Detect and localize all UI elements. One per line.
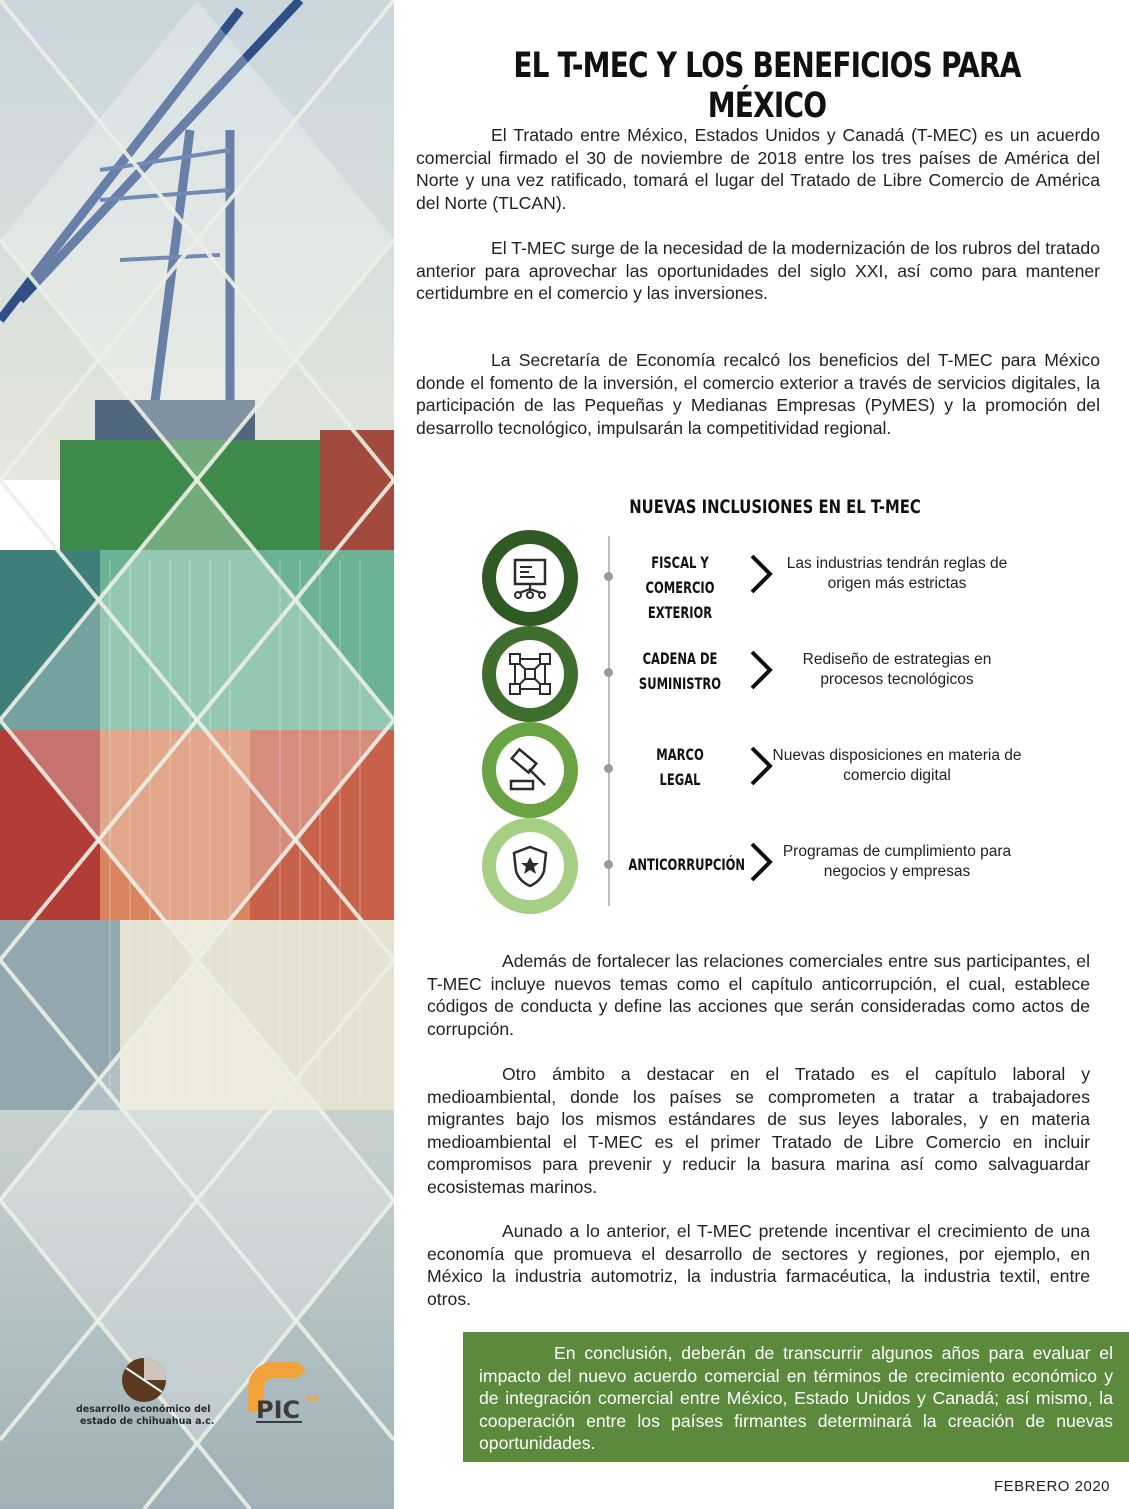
police-badge-icon — [507, 843, 553, 889]
body-paragraph-3: Aunado a lo anterior, el T-MEC pretende incentivar el crecimiento de una economía que promueva el desarrollo de sectores y regiones, por ejemplo, en México la industria automotriz, la industria farmacéutica, la industria textil, entre otros. — [427, 1221, 1090, 1309]
inclusion-description: Nuevas disposiciones en materia de comercio digital — [772, 747, 1022, 784]
timeline-dot — [604, 764, 613, 773]
inclusions-title: NUEVAS INCLUSIONES EN EL T-MEC — [629, 496, 921, 518]
sponsor-logos — [76, 1358, 376, 1428]
gavel-icon — [505, 745, 555, 795]
svg-text:desarrollo económico del: desarrollo económico del — [76, 1404, 211, 1415]
network-cubes-icon — [505, 649, 555, 699]
inclusion-category: ANTICORRUPCIÓN — [628, 855, 746, 874]
inclusion-badge — [482, 722, 578, 818]
svg-text:estado de chihuahua a.c.: estado de chihuahua a.c. — [80, 1416, 215, 1427]
timeline-dot — [604, 860, 613, 869]
inclusion-badge — [482, 818, 578, 914]
inclusion-description: Rediseño de estrategias en procesos tecnológicos — [802, 651, 992, 688]
svg-text:SP: SP — [306, 1395, 320, 1405]
inclusion-badge — [482, 626, 578, 722]
intro-paragraph-1: El Tratado entre México, Estados Unidos y Canadá (T-MEC) es un acuerdo comercial firmado el 30 de noviembre de 2018 entre los tres países de América del Norte y una vez ratificado, tomará el lugar del Tratado de Libre Comercio de América del Norte (TLCAN). — [416, 125, 1100, 213]
photo-banner — [0, 0, 394, 1509]
conclusion-box: En conclusión, deberán de transcurrir algunos años para evaluar el impacto del nuevo acuerdo comercial en términos de crecimiento económico y de integración comercial entre México, Estado Unidos y Canadá; así mismo, la cooperación entre los países firmantes determinará la creación de nuevas oportunidades. — [463, 1332, 1129, 1462]
pic-logo-text: PIC — [256, 1396, 301, 1424]
inclusion-item-marco-legal — [470, 722, 1050, 822]
body-paragraph-2: Otro ámbito a destacar en el Tratado es el capítulo laboral y medioambiental, donde los países se comprometen a tratar a trabajadores migrantes bajo los mismos estándares de sus leyes laborales, y en materia medioambiental el T-MEC es el primer Tratado de Libre Comercio en incluir compromisos para prevenir y reducir la basura marina así como salvaguardar ecosistemas marinos. — [427, 1064, 1090, 1197]
intro-paragraph-2: El T-MEC surge de la necesidad de la modernización de los rubros del tratado anterior para aprovechar las oportunidades del siglo XXI, así como para mantener certidumbre en el comercio y las inversiones. — [416, 238, 1100, 304]
page-title: EL T-MEC Y LOS BENEFICIOS PARA MÉXICO — [513, 46, 1021, 126]
timeline-dot — [604, 668, 613, 677]
inclusion-description: Las industrias tendrán reglas de origen más estrictas — [786, 555, 1008, 592]
body-paragraph-1: Además de fortalecer las relaciones comerciales entre sus participantes, el T-MEC incluye nuevos temas como el capítulo anticorrupción, el cual, establece códigos de conducta y define las acciones que serán consideradas como actos de corrupción. — [427, 951, 1090, 1039]
publication-date: FEBRERO 2020 — [993, 1478, 1110, 1495]
intro-paragraph-3: La Secretaría de Economía recalcó los beneficios del T-MEC para México donde el fomento de la inversión, el comercio exterior a través de servicios digitales, la participación de las Pequeñas y Medianas Empresas (PyMES) y la promoción del desarrollo tecnológico, impulsarán la competitividad regional. — [416, 350, 1100, 438]
inclusion-category: FISCAL Y COMERCIO EXTERIOR — [645, 553, 715, 622]
inclusion-badge — [482, 530, 578, 626]
inclusion-category: MARCO LEGAL — [656, 745, 704, 789]
timeline-dot — [604, 572, 613, 581]
inclusion-description: Programas de cumplimiento para negocios y empresas — [782, 843, 1012, 880]
inclusion-category: CADENA DE SUMINISTRO — [638, 649, 722, 693]
desarrollo-economico-logo — [76, 1358, 376, 1428]
inclusion-item-cadena — [470, 626, 1050, 726]
inclusion-item-anticorrupcion — [470, 818, 1050, 918]
presentation-board-icon — [507, 555, 553, 601]
port-containers-photo — [0, 0, 394, 1509]
inclusion-item-fiscal — [470, 530, 1050, 630]
